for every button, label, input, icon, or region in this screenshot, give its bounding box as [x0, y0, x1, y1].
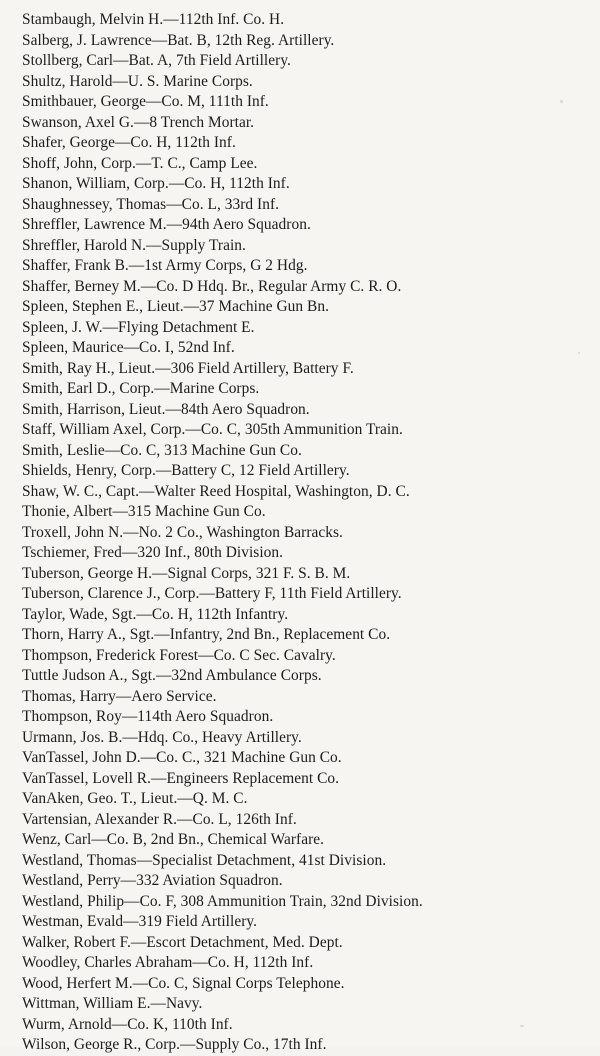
roster-entry: Thonie, Albert—315 Machine Gun Co.	[22, 503, 266, 520]
roster-entry: VanAken, Geo. T., Lieut.—Q. M. C.	[22, 790, 248, 807]
roster-entry: Shreffler, Harold N.—Supply Train.	[22, 236, 246, 254]
roster-entry: Urmann, Jos. B.—Hdq. Co., Heavy Artillery.	[22, 728, 302, 746]
roster-entry: Thompson, Frederick Forest—Co. C Sec. Cavalry.	[22, 646, 336, 664]
roster-entry: Smith, Earl D., Corp.—Marine Corps.	[22, 380, 260, 397]
roster-entry: Tuttle Judson A., Sgt.—32nd Ambulance Corps.	[22, 667, 322, 684]
paper-speck	[520, 1025, 524, 1027]
roster-entry: Swanson, Axel G.—8 Trench Mortar.	[22, 113, 255, 131]
roster-entry: Shaffer, Frank B.—1st Army Corps, G 2 Hdg.	[22, 257, 308, 274]
roster-entry: Westman, Evald—319 Field Artillery.	[22, 913, 258, 930]
roster-entry: VanTassel, John D.—Co. C., 321 Machine Gun Co.	[22, 749, 342, 766]
roster-entry: Staff, William Axel, Corp.—Co. C, 305th Ammunition Train.	[22, 421, 403, 438]
roster-entry: Tschiemer, Fred—320 Inf., 80th Division.	[22, 544, 284, 561]
service-roster-list	[22, 10, 594, 1056]
roster-entry: Shaffer, Berney M.—Co. D Hdq. Br., Regular Army C. R. O.	[22, 277, 402, 295]
roster-entry: Wood, Herfert M.—Co. C, Signal Corps Telephone.	[22, 974, 345, 992]
roster-entry: Smithbauer, George—Co. M, 111th Inf.	[22, 93, 269, 110]
roster-entry: Wilson, George R., Corp.—Supply Co., 17th Inf.	[22, 1036, 327, 1053]
roster-entry: Shaw, W. C., Capt.—Walter Reed Hospital, Washington, D. C.	[22, 482, 410, 500]
roster-entry: Tuberson, Clarence J., Corp.—Battery F, 11th Field Artillery.	[22, 585, 402, 602]
roster-entry: Thomas, Harry—Aero Service.	[22, 687, 217, 705]
roster-entry: Wurm, Arnold—Co. K, 110th Inf.	[22, 1015, 233, 1033]
roster-entry: Walker, Robert F.—Escort Detachment, Med. Dept.	[22, 933, 343, 951]
roster-entry: Westland, Thomas—Specialist Detachment, 41st Division.	[22, 851, 387, 869]
roster-entry: Shreffler, Lawrence M.—94th Aero Squadron.	[22, 216, 311, 233]
paper-speck	[578, 352, 580, 354]
roster-entry: Vartensian, Alexander R.—Co. L, 126th Inf.	[22, 810, 297, 828]
roster-entry: Thorn, Harry A., Sgt.—Infantry, 2nd Bn., Replacement Co.	[22, 626, 391, 643]
roster-entry: Wittman, William E.—Navy.	[22, 995, 203, 1012]
roster-entry: Spleen, Stephen E., Lieut.—37 Machine Gun Bn.	[22, 298, 330, 315]
roster-entry: Shaughnessey, Thomas—Co. L, 33rd Inf.	[22, 195, 280, 213]
roster-entry: Smith, Ray H., Lieut.—306 Field Artillery, Battery F.	[22, 359, 354, 377]
roster-entry: Shanon, William, Corp.—Co. H, 112th Inf.	[22, 175, 290, 192]
roster-entry: Shafer, George—Co. H, 112th Inf.	[22, 134, 236, 151]
roster-entry: Shoff, John, Corp.—T. C., Camp Lee.	[22, 154, 258, 172]
roster-entry: Shields, Henry, Corp.—Battery C, 12 Field Artillery.	[22, 462, 350, 479]
roster-entry: Woodley, Charles Abraham—Co. H, 112th Inf.	[22, 954, 314, 971]
roster-entry: Tuberson, George H.—Signal Corps, 321 F. S. B. M.	[22, 564, 351, 582]
roster-entry: Westland, Philip—Co. F, 308 Ammunition Train, 32nd Division.	[22, 892, 423, 910]
roster-entry: Stollberg, Carl—Bat. A, 7th Field Artillery.	[22, 52, 291, 69]
roster-entry: Stambaugh, Melvin H.—112th Inf. Co. H.	[22, 11, 285, 28]
roster-entry: Spleen, Maurice—Co. I, 52nd Inf.	[22, 339, 235, 356]
roster-entry: Smith, Harrison, Lieut.—84th Aero Squadron.	[22, 400, 310, 418]
roster-entry: Taylor, Wade, Sgt.—Co. H, 112th Infantry.	[22, 605, 289, 623]
roster-entry: Shultz, Harold—U. S. Marine Corps.	[22, 72, 253, 90]
roster-entry: Wenz, Carl—Co. B, 2nd Bn., Chemical Warfare.	[22, 831, 325, 848]
roster-entry: Spleen, J. W.—Flying Detachment E.	[22, 318, 255, 336]
roster-entry: Smith, Leslie—Co. C, 313 Machine Gun Co.	[22, 441, 302, 459]
roster-entry: Salberg, J. Lawrence—Bat. B, 12th Reg. Artillery.	[22, 31, 335, 49]
roster-entry: Thompson, Roy—114th Aero Squadron.	[22, 708, 274, 725]
roster-entry: Troxell, John N.—No. 2 Co., Washington Barracks.	[22, 523, 343, 541]
paper-speck	[560, 100, 563, 103]
roster-entry: VanTassel, Lovell R.—Engineers Replacement Co.	[22, 769, 340, 787]
roster-entry: Westland, Perry—332 Aviation Squadron.	[22, 872, 283, 889]
